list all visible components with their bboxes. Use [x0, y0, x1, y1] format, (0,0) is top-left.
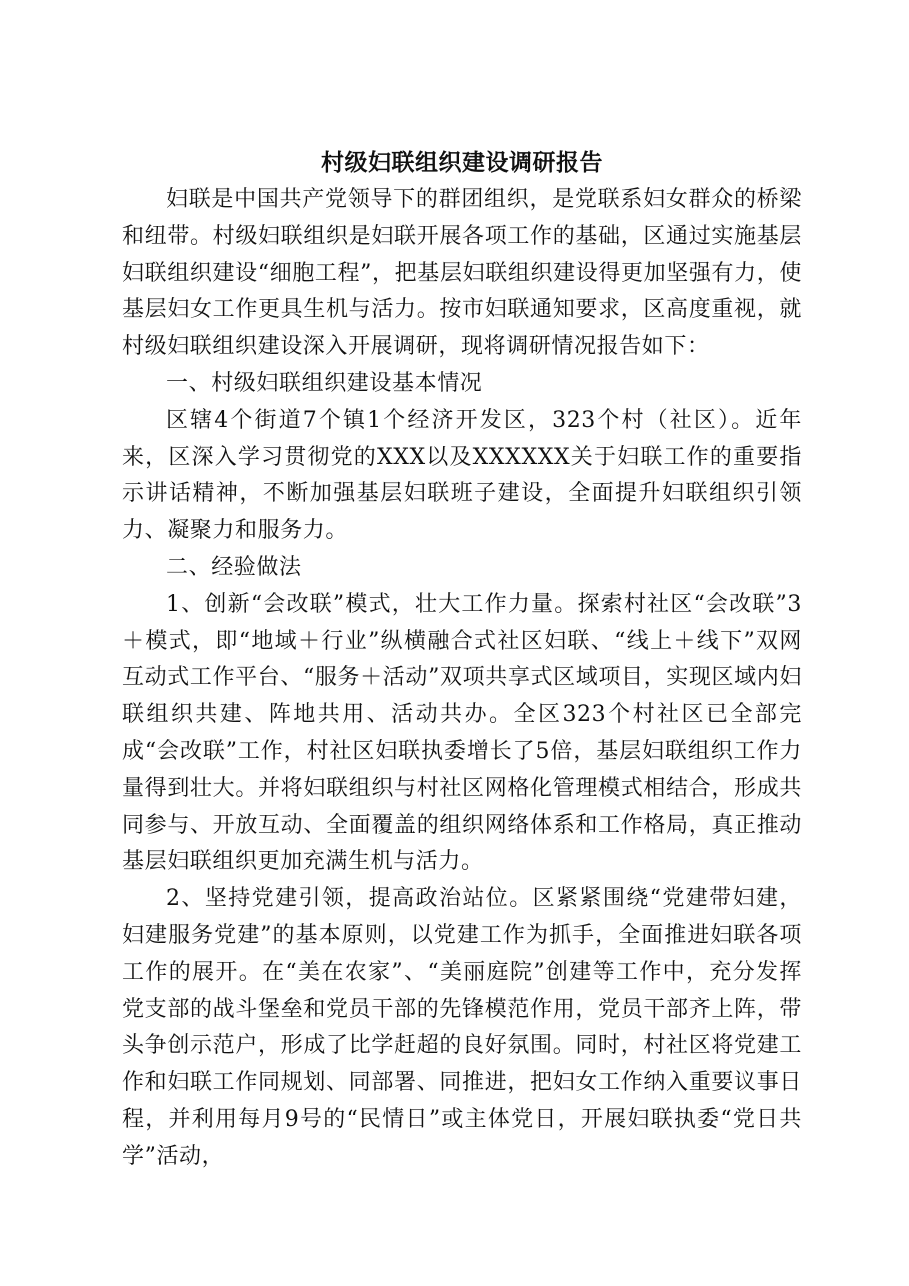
section-1-paragraph: 区辖4个街道7个镇1个经济开发区，323个村（社区）。近年来，区深入学习贯彻党的XXX以及XXXXXX关于妇联工作的重要指示讲话精神，不断加强基层妇联班子建设，全面提升妇联组织引领力、凝聚力和服务力。 [122, 407, 802, 544]
section-2-heading: 二、经验做法 [166, 554, 302, 580]
section-1-heading: 一、村级妇联组织建设基本情况 [166, 370, 483, 396]
item-1-paragraph: 1、创新“会改联”模式，壮大工作力量。探索村社区“会改联”3＋模式，即“地域＋行业”纵横融合式社区妇联、“线上＋线下”双网互动式工作平台、“服务＋活动”双项共享式区域项目，实现区域内妇联组织共建、阵地共用、活动共办。全区323个村社区已全部完成“会改联”工作，村社区妇联执委增长了5倍，基层妇联组织工作力量得到壮大。并将妇联组织与村社区网格化管理模式相结合，形成共同参与、开放互动、全面覆盖的组织网络体系和工作格局，真正推动基层妇联组织更加充满生机与活力。 [122, 591, 802, 875]
document-title: 村级妇联组织建设调研报告 [321, 149, 603, 176]
document-body [122, 144, 802, 1176]
item-2-paragraph: 2、坚持党建引领，提高政治站位。区紧紧围绕“党建带妇建，妇建服务党建”的基本原则，以党建工作为抓手，全面推进妇联各项工作的展开。在“美在农家”、“美丽庭院”创建等工作中，充分发挥党支部的战斗堡垒和党员干部的先锋模范作用，党员干部齐上阵，带头争创示范户，形成了比学赶超的良好氛围。同时，村社区将党建工作和妇联工作同规划、同部署、同推进，把妇女工作纳入重要议事日程，并利用每月9号的“民情日”或主体党日，开展妇联执委“党日共学”活动， [122, 886, 802, 1169]
intro-paragraph: 妇联是中国共产党领导下的群团组织，是党联系妇女群众的桥梁和纽带。村级妇联组织是妇联开展各项工作的基础，区通过实施基层妇联组织建设“细胞工程”，把基层妇联组织建设得更加坚强有力，使基层妇女工作更具生机与活力。按市妇联通知要求，区高度重视，就村级妇联组织建设深入开展调研，现将调研情况报告如下： [122, 187, 802, 360]
